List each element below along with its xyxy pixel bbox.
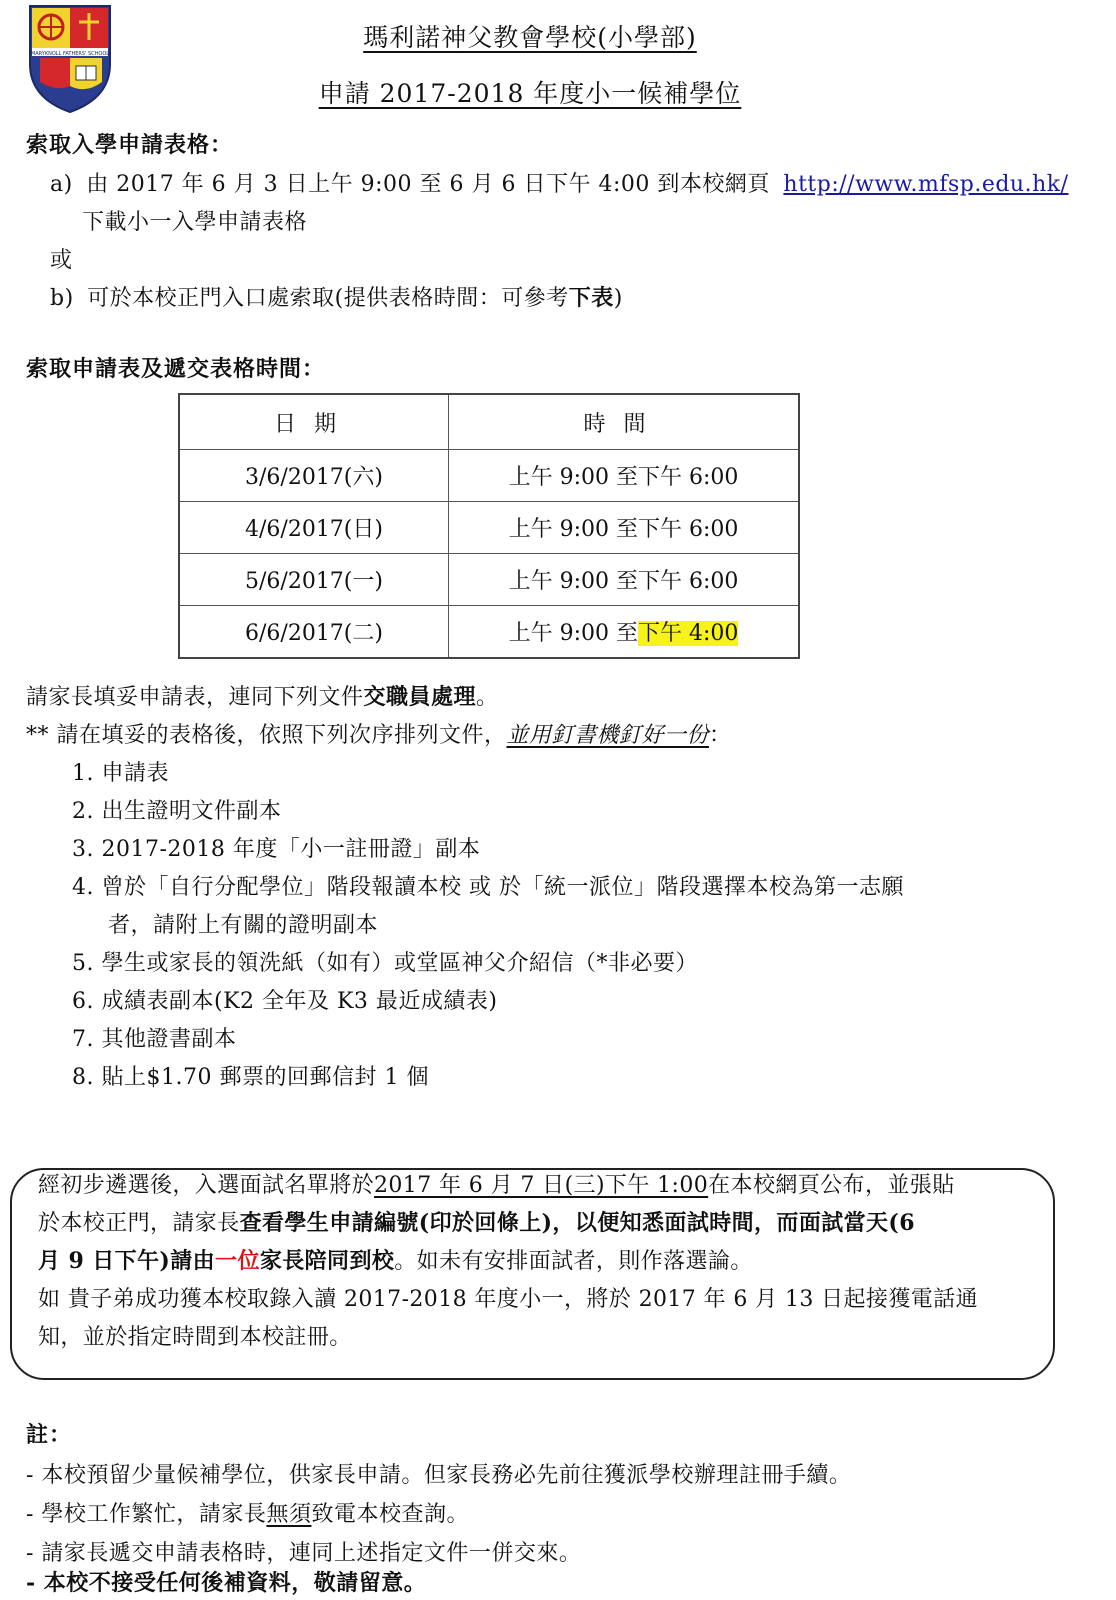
list-item: 2. 出生證明文件副本: [72, 799, 282, 824]
list-item: 7. 其他證書副本: [72, 1027, 237, 1052]
item-b-end: ): [613, 286, 623, 311]
notice-line-1: [38, 1168, 955, 1199]
row-time-text: 上午 9:00 至下午 6:00: [508, 569, 739, 594]
docs-order-end: ：: [709, 723, 732, 748]
highlighted-time: 下午 4:00: [637, 621, 739, 646]
list-item: 6. 成績表副本(K2 全年及 K3 最近成績表): [72, 989, 498, 1014]
notice-box: [10, 1168, 1055, 1380]
school-name: 瑪利諾神父教會學校(小學部): [363, 23, 697, 52]
schedule-heading: 索取申請表及遞交表格時間：: [26, 356, 326, 382]
list-item: 3. 2017-2018 年度「小一註冊證」副本: [72, 837, 481, 862]
obtain-item-b: [50, 281, 623, 312]
notice-l1-b: 在本校網頁公布，並張貼: [708, 1173, 955, 1198]
note-2-underline: 無須: [266, 1502, 312, 1527]
page-title: [0, 18, 1060, 54]
docs-order-a: ** 請在填妥的表格後，依照下列次序排列文件，: [26, 723, 507, 748]
row-time-text: 上午 9:00 至下午 6:00: [508, 517, 739, 542]
row-time: [449, 554, 800, 606]
docs-intro-a: 請家長填妥申請表，連同下列文件: [26, 685, 364, 710]
item-b-text: 可於本校正門入口處索取(提供表格時間：可參考: [87, 286, 569, 311]
obtain-item-a: [50, 167, 1069, 198]
notice-line-2: [38, 1206, 915, 1237]
list-item: 8. 貼上$1.70 郵票的回郵信封 1 個: [72, 1065, 429, 1090]
list-item: 5. 學生或家長的領洗紙（如有）或堂區神父介紹信（*非必要）: [72, 951, 698, 976]
docs-intro-end: 。: [476, 685, 499, 710]
note-2: [26, 1497, 469, 1528]
notice-l1-a: 經初步遴選後，入選面試名單將於: [38, 1173, 375, 1198]
subtitle: 申請 2017-2018 年度小一候補學位: [318, 79, 742, 108]
notice-l3-bold-b: 家長陪同到校: [259, 1248, 395, 1274]
note-2-b: 致電本校查詢。: [311, 1502, 469, 1527]
table-row: [179, 502, 799, 554]
row-date: 6/6/2017(二): [179, 606, 449, 659]
schedule-table: [178, 393, 800, 659]
notice-l2-a: 於本校正門，請家長: [38, 1211, 240, 1236]
list-item: 4. 曾於「自行分配學位」階段報讀本校 或 於「統一派位」階段選擇本校為第一志願: [72, 875, 904, 900]
obtain-heading: 索取入學申請表格：: [26, 132, 234, 158]
page-subtitle: [0, 74, 1060, 110]
table-row: [179, 554, 799, 606]
item-a-prefix: a): [50, 172, 73, 197]
table-row: [179, 606, 799, 659]
logo-text: MARYKNOLL FATHERS' SCHOOL: [30, 51, 110, 57]
note-2-a: - 學校工作繁忙，請家長: [26, 1502, 267, 1527]
row-time-text: 上午 9:00 至下午 6:00: [508, 465, 739, 490]
row-date: 4/6/2017(日): [179, 502, 449, 554]
notes-heading: 註：: [26, 1422, 73, 1448]
note-1: - 本校預留少量候補學位，供家長申請。但家長務必先前往獲派學校辦理註冊手續。: [26, 1463, 852, 1488]
row-date: 5/6/2017(一): [179, 554, 449, 606]
col-date-header: 日期: [179, 394, 449, 450]
row-time: [449, 450, 800, 502]
notice-line-3: [38, 1244, 753, 1275]
notice-l3-bold-a: 月 9 日下午)請由: [38, 1248, 216, 1274]
obtain-item-a-cont: 下載小一入學申請表格: [82, 210, 308, 235]
notice-l1-date: 2017 年 6 月 7 日(三)下午 1:00: [374, 1173, 709, 1198]
obtain-or: 或: [50, 248, 73, 273]
list-item-cont: 者，請附上有關的證明副本: [108, 913, 379, 938]
docs-intro: [26, 680, 499, 711]
list-item: 1. 申請表: [72, 761, 169, 786]
item-a-text: 由 2017 年 6 月 3 日上午 9:00 至 6 月 6 日下午 4:00 到本校網頁: [86, 172, 770, 197]
row-time: [449, 606, 800, 659]
item-b-prefix: b): [50, 286, 74, 311]
col-time-header: 時間: [449, 394, 800, 450]
row-time-text: 上午 9:00 至: [508, 621, 638, 646]
note-4: - 本校不接受任何後補資料，敬請留意。: [26, 1570, 427, 1596]
notice-l3-b: 。如未有安排面試者，則作落選論。: [394, 1249, 753, 1274]
notice-line-4: 如 貴子弟成功獲本校取錄入讀 2017-2018 年度小一，將於 2017 年 6 月 13 日起接獲電話通: [38, 1287, 978, 1312]
docs-intro-bold: 交職員處理: [363, 684, 477, 710]
table-row: [179, 450, 799, 502]
notice-l2-bold: 查看學生申請編號(印於回條上)，以便知悉面試時間，而面試當天(6: [239, 1210, 915, 1236]
notice-l3-red: 一位: [215, 1248, 260, 1274]
row-time: [449, 502, 800, 554]
docs-order-underline: 並用釘書機釘好一份: [506, 723, 710, 748]
table-header-row: [179, 394, 799, 450]
notice-line-5: 知，並於指定時間到本校註冊。: [38, 1325, 352, 1350]
school-website-link[interactable]: http://www.mfsp.edu.hk/: [783, 172, 1069, 197]
docs-order: [26, 718, 732, 749]
item-b-bold: 下表: [568, 285, 614, 311]
row-date: 3/6/2017(六): [179, 450, 449, 502]
note-3: - 請家長遞交申請表格時，連同上述指定文件一併交來。: [26, 1541, 582, 1566]
